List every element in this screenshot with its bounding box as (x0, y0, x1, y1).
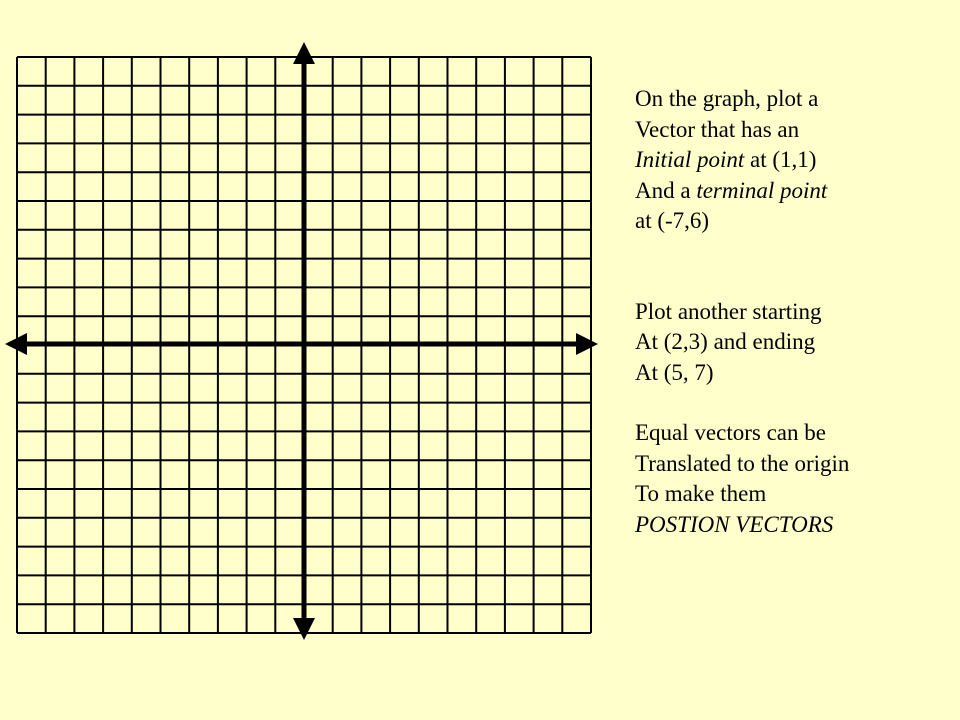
y-axis-up-arrow (293, 42, 315, 64)
instruction-panel (635, 84, 955, 540)
spacer (635, 237, 955, 297)
terminal-point-term: terminal point (696, 177, 828, 203)
axes (5, 42, 598, 640)
y-axis-down-arrow (293, 618, 315, 640)
position-vectors-term: POSTION VECTORS (635, 511, 834, 537)
instruction-2-line-1: Plot another starting (635, 298, 822, 324)
instruction-1-line-4 (635, 176, 955, 207)
and-a-text: And a (635, 177, 697, 203)
initial-point-term: Initial point (635, 147, 745, 172)
instruction-plot-second-vector (635, 297, 955, 389)
spacer (635, 388, 955, 418)
instruction-1-line-2: Vector that has an (635, 116, 800, 142)
instruction-position-vectors (635, 418, 955, 540)
instruction-2-line-2: At (2,3) and ending (635, 329, 816, 354)
instruction-3-line-2: Translated to the origin (635, 450, 850, 476)
instruction-1-line-3 (635, 145, 955, 176)
x-axis-right-arrow (576, 333, 598, 355)
instruction-3-line-3: To make them (635, 481, 767, 506)
initial-point-coordinates: at (1,1) (744, 147, 817, 172)
instruction-3-line-4 (635, 510, 955, 541)
instruction-2-line-3: At (5, 7) (635, 359, 714, 385)
instruction-1-line-5: at (-7,6) (635, 208, 710, 233)
instruction-plot-first-vector (635, 84, 955, 237)
instruction-3-line-1: Equal vectors can be (635, 420, 826, 445)
instruction-1-line-1: On the graph, plot a (635, 86, 819, 111)
